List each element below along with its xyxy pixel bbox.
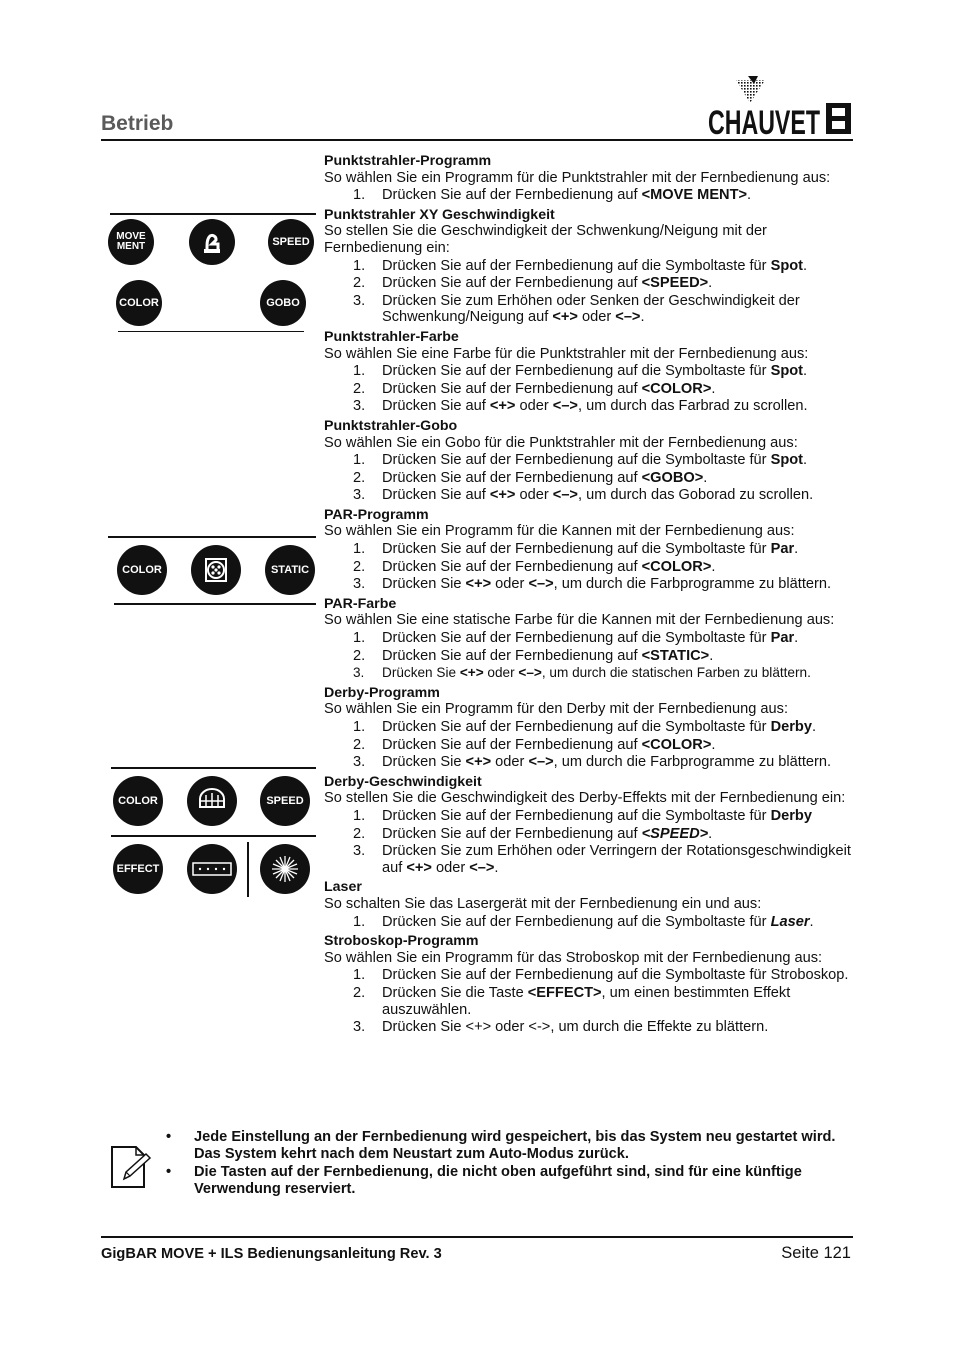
step-bold2: <–> <box>518 665 542 681</box>
chauvet-logo-graphic <box>708 76 854 142</box>
section-intro: So wählen Sie ein Gobo für die Punktstrahler mit der Fernbedienung aus: <box>324 434 798 451</box>
step-num: 1. <box>353 807 366 824</box>
step-num: 1. <box>353 187 366 204</box>
step-post: . <box>809 913 814 930</box>
section-title: Derby-Geschwindigkeit <box>324 773 482 790</box>
step-bold: <COLOR> <box>641 736 712 753</box>
instruction-section <box>324 418 860 504</box>
step-list <box>324 363 860 415</box>
step-item <box>324 452 860 469</box>
note-icon <box>110 1145 152 1189</box>
section-title: PAR-Farbe <box>324 595 397 612</box>
step-bold: <+> <box>465 754 492 771</box>
step-item <box>324 737 860 754</box>
step-bold: Laser <box>770 913 810 930</box>
step-num: 2. <box>353 736 366 753</box>
step-pre: Drücken Sie <box>382 576 466 593</box>
color-button[interactable]: COLOR <box>113 776 163 826</box>
instruction-section <box>324 507 860 593</box>
step-num: 2. <box>353 647 366 664</box>
section-title: Laser <box>324 879 362 896</box>
step-num: 3. <box>353 487 366 504</box>
step-num: 2. <box>353 380 366 397</box>
instruction-section <box>324 879 860 930</box>
step-mid: oder <box>491 754 529 771</box>
step-item <box>324 258 860 275</box>
note-item: • Die Tasten auf der Fernbedienung, die nicht oben aufgeführt sind, sind für eine künftige Verwendung reserviert. <box>166 1164 802 1197</box>
strobe-icon[interactable] <box>187 844 237 894</box>
step-item <box>324 1019 860 1036</box>
gobo-button[interactable]: GOBO <box>260 280 306 326</box>
section-title: Derby-Programm <box>324 684 440 701</box>
step-pre: Drücken Sie auf der Fernbedienung auf die Symboltaste für Stroboskop. <box>382 967 849 984</box>
section-title: Punktstrahler-Farbe <box>324 328 459 345</box>
step-pre: Drücken Sie auf der Fernbedienung auf die Symboltaste für <box>382 363 771 380</box>
step-item <box>324 843 860 876</box>
step-bold2: <–> <box>552 487 578 504</box>
step-list <box>324 630 860 682</box>
step-bold: Spot <box>770 257 804 274</box>
step-item <box>324 398 860 415</box>
step-post: . <box>494 859 499 876</box>
step-item <box>324 648 860 665</box>
step-num: 3. <box>353 398 366 415</box>
move-ment-button[interactable]: MOVE MENT <box>108 219 154 265</box>
step-bold: <SPEED> <box>641 275 709 292</box>
step-bold2: <–> <box>528 754 554 771</box>
step-num: 3. <box>353 292 366 309</box>
step-bold: <COLOR> <box>641 380 712 397</box>
step-pre: Drücken Sie auf der Fernbedienung auf die Symboltaste für <box>382 452 771 469</box>
step-num: 2. <box>353 275 366 292</box>
button-group-rule <box>110 213 316 215</box>
step-num: 3. <box>353 665 365 681</box>
step-pre: Drücken Sie auf der Fernbedienung auf die Symboltaste für <box>382 719 771 735</box>
section-title: Punktstrahler-Programm <box>324 153 492 169</box>
step-pre: Drücken Sie auf der Fernbedienung auf <box>382 187 642 204</box>
section-intro: So stellen Sie die Geschwindigkeit der Schwenkung/Neigung mit der Fernbedienung ein: <box>324 223 767 256</box>
step-num: 2. <box>353 558 366 575</box>
step-mid: oder <box>431 859 470 876</box>
step-num: 3. <box>353 754 366 771</box>
laser-icon[interactable] <box>260 844 310 894</box>
static-button[interactable]: STATIC <box>265 545 315 595</box>
step-item <box>324 576 860 593</box>
step-item <box>324 719 860 736</box>
step-item <box>324 487 860 504</box>
instruction-section <box>324 207 860 326</box>
step-bold: <COLOR> <box>641 558 712 575</box>
step-item <box>324 187 860 204</box>
step-pre: Drücken Sie <box>382 754 466 771</box>
step-post: . <box>803 452 808 469</box>
step-num: 1. <box>353 541 366 558</box>
step-bold: <SPEED> <box>641 825 709 842</box>
section-intro: So wählen Sie eine Farbe für die Punktstrahler mit der Fernbedienung aus: <box>324 345 809 362</box>
step-list <box>324 914 860 931</box>
step-bold: <EFFECT> <box>527 984 602 1001</box>
step-post: . <box>711 736 716 753</box>
instruction-section <box>324 153 860 204</box>
step-bold: Par <box>770 630 795 647</box>
color-button[interactable]: COLOR <box>117 545 167 595</box>
step-pre: Drücken Sie auf der Fernbedienung auf die Symboltaste für <box>382 541 771 558</box>
step-post: , um durch die statischen Farben zu blättern. <box>541 665 811 681</box>
step-pre: Drücken Sie auf der Fernbedienung auf <box>382 825 642 842</box>
step-post: . <box>803 257 808 274</box>
step-post: , um durch das Goborad zu scrollen. <box>577 487 814 504</box>
step-pre: Drücken Sie auf der Fernbedienung auf die Symboltaste für <box>382 257 771 274</box>
step-num: 1. <box>353 257 366 274</box>
step-num: 2. <box>353 469 366 486</box>
step-bold2: <–> <box>528 576 554 593</box>
step-item <box>324 826 860 843</box>
step-pre: Drücken Sie auf der Fernbedienung auf <box>382 380 642 397</box>
effect-button[interactable]: EFFECT <box>113 844 163 894</box>
step-mid: oder <box>577 309 616 326</box>
color-button[interactable]: COLOR <box>116 280 162 326</box>
step-item <box>324 363 860 380</box>
step-list <box>324 258 860 326</box>
step-post: . <box>811 719 817 735</box>
step-bold: <+> <box>552 309 578 326</box>
step-num: 1. <box>353 913 366 930</box>
chauvet-logo <box>708 76 854 142</box>
step-pre: Drücken Sie auf der Fernbedienung auf die Symboltaste für <box>382 807 771 824</box>
step-pre: Drücken Sie zum Erhöhen oder Verringern der Rotationsgeschwindigkeit auf <box>382 843 851 876</box>
step-pre: Drücken Sie die Taste <box>382 984 528 1001</box>
step-item <box>324 470 860 487</box>
step-bold2: <–> <box>469 859 495 876</box>
step-num: 1. <box>353 967 366 984</box>
step-num: 3. <box>353 1019 366 1036</box>
button-group-rule <box>108 536 316 538</box>
step-item <box>324 541 860 558</box>
section-intro: So wählen Sie ein Programm für die Kannen mit der Fernbedienung aus: <box>324 523 795 540</box>
section-intro: So stellen Sie die Geschwindigkeit des Derby-Effekts mit der Fernbedienung ein: <box>324 790 846 807</box>
step-num: 2. <box>353 984 366 1001</box>
section-title: Punktstrahler-Gobo <box>324 417 458 434</box>
step-item <box>324 381 860 398</box>
step-num: 3. <box>353 843 366 860</box>
step-mid: oder <box>491 576 529 593</box>
button-group-rule <box>114 603 316 605</box>
step-post: , um einen bestimmten Effekt auszuwählen. <box>382 984 791 1018</box>
step-pre: Drücken Sie auf <box>382 487 490 504</box>
step-mid: oder <box>483 665 519 681</box>
step-mid: oder <box>515 398 553 415</box>
step-list <box>324 719 860 771</box>
derby-icon[interactable] <box>187 776 237 826</box>
instructions-column <box>324 153 860 1039</box>
step-pre: Drücken Sie auf der Fernbedienung auf <box>382 558 642 575</box>
step-pre: Drücken Sie auf der Fernbedienung auf <box>382 469 642 486</box>
step-item <box>324 985 860 1018</box>
section-intro: So wählen Sie ein Programm für den Derby mit der Fernbedienung aus: <box>324 701 788 718</box>
section-intro: So wählen Sie ein Programm für das Stroboskop mit der Fernbedienung aus: <box>324 949 823 966</box>
par-icon[interactable] <box>191 545 241 595</box>
step-pre: Drücken Sie <+> oder <->, um durch die Effekte zu blättern. <box>382 1019 769 1036</box>
step-num: 1. <box>353 452 366 469</box>
section-intro: So schalten Sie das Lasergerät mit der Fernbedienung ein und aus: <box>324 895 762 912</box>
step-list <box>324 808 860 876</box>
step-post: . <box>711 380 716 397</box>
step-post: . <box>709 647 714 664</box>
step-bold: <+> <box>465 576 492 593</box>
footer-document-title: GigBAR MOVE + ILS Bedienungsanleitung Rev. 3 <box>101 1246 442 1262</box>
step-list <box>324 967 860 1035</box>
page-title: Betrieb <box>101 112 174 135</box>
step-bold: Derby <box>770 719 812 735</box>
step-list <box>324 541 860 593</box>
step-post: . <box>794 630 799 647</box>
step-bold: <MOVE MENT> <box>641 187 748 204</box>
step-pre: Drücken Sie zum Erhöhen oder Senken der Geschwindigkeit der Schwenkung/Neigung auf <box>382 292 800 326</box>
step-post: . <box>640 309 645 326</box>
instruction-section <box>324 329 860 415</box>
step-num: 3. <box>353 576 366 593</box>
step-bold: <+> <box>459 665 484 681</box>
section-intro: So wählen Sie ein Programm für die Punktstrahler mit der Fernbedienung aus: <box>324 169 831 186</box>
step-num: 1. <box>353 363 366 380</box>
section-intro: So wählen Sie eine statische Farbe für die Kannen mit der Fernbedienung aus: <box>324 612 835 629</box>
step-post: . <box>708 825 713 842</box>
instruction-section <box>324 774 860 877</box>
step-bold: <GOBO> <box>641 469 704 486</box>
notes-list <box>166 1129 856 1199</box>
step-post: . <box>747 187 752 204</box>
step-bold: Derby <box>770 807 812 824</box>
step-bold: Par <box>770 541 795 558</box>
note-item: • Jede Einstellung an der Fernbedienung wird gespeichert, bis das System neu gestartet wird. Das System kehrt nach dem Neustart zum Auto-Modus zurück. <box>166 1129 836 1162</box>
step-item <box>324 665 860 682</box>
footer-page-number: Seite 121 <box>781 1244 851 1262</box>
step-bold: <+> <box>489 487 516 504</box>
step-pre: Drücken Sie auf der Fernbedienung auf die Symboltaste für <box>382 630 771 647</box>
step-bold2: <–> <box>615 309 641 326</box>
step-item <box>324 914 860 931</box>
step-post: , um durch die Farbprogramme zu blättern. <box>553 754 832 771</box>
step-mid: oder <box>515 487 553 504</box>
step-bold: Spot <box>770 363 804 380</box>
section-title: Punktstrahler XY Geschwindigkeit <box>324 206 555 223</box>
step-bold2: <–> <box>552 398 578 415</box>
step-post: . <box>711 558 716 575</box>
step-list <box>324 452 860 504</box>
step-post: . <box>708 275 713 292</box>
svg-text:CHAUVET: CHAUVET <box>708 104 821 142</box>
button-group-rule <box>118 331 304 332</box>
step-list <box>324 187 860 204</box>
instruction-section <box>324 933 860 1036</box>
section-title: Stroboskop-Programm <box>324 933 479 950</box>
step-pre: Drücken Sie auf der Fernbedienung auf <box>382 647 642 664</box>
step-post: , um durch das Farbrad zu scrollen. <box>577 398 808 415</box>
button-divider <box>247 842 249 897</box>
step-num: 2. <box>353 825 366 842</box>
step-item <box>324 630 860 647</box>
section-title: PAR-Programm <box>324 506 429 523</box>
step-post: , um durch die Farbprogramme zu blättern. <box>553 576 832 593</box>
step-item <box>324 754 860 771</box>
step-bold: <STATIC> <box>641 647 710 664</box>
step-pre: Drücken Sie auf der Fernbedienung auf <box>382 736 642 753</box>
button-group-rule <box>111 835 316 837</box>
step-pre: Drücken Sie <box>382 665 460 681</box>
step-item <box>324 293 860 326</box>
speed-button[interactable]: SPEED <box>268 219 314 265</box>
step-post: . <box>703 469 708 486</box>
step-bold: Spot <box>770 452 804 469</box>
instruction-section <box>324 685 860 771</box>
button-group-rule <box>111 767 316 769</box>
instruction-section <box>324 596 860 682</box>
step-bold: <+> <box>489 398 516 415</box>
step-post: . <box>803 363 808 380</box>
step-pre: Drücken Sie auf der Fernbedienung auf <box>382 275 642 292</box>
step-pre: Drücken Sie auf <box>382 398 490 415</box>
step-item <box>324 808 860 825</box>
footer-rule <box>101 1236 853 1238</box>
step-post: . <box>794 541 799 558</box>
step-bold: <+> <box>406 859 432 876</box>
step-item <box>324 559 860 576</box>
step-num: 1. <box>353 719 366 735</box>
speed-button[interactable]: SPEED <box>260 776 310 826</box>
step-num: 1. <box>353 630 366 647</box>
spot-icon[interactable] <box>189 219 235 265</box>
step-item <box>324 967 860 984</box>
step-pre: Drücken Sie auf der Fernbedienung auf die Symboltaste für <box>382 913 771 930</box>
step-item <box>324 275 860 292</box>
